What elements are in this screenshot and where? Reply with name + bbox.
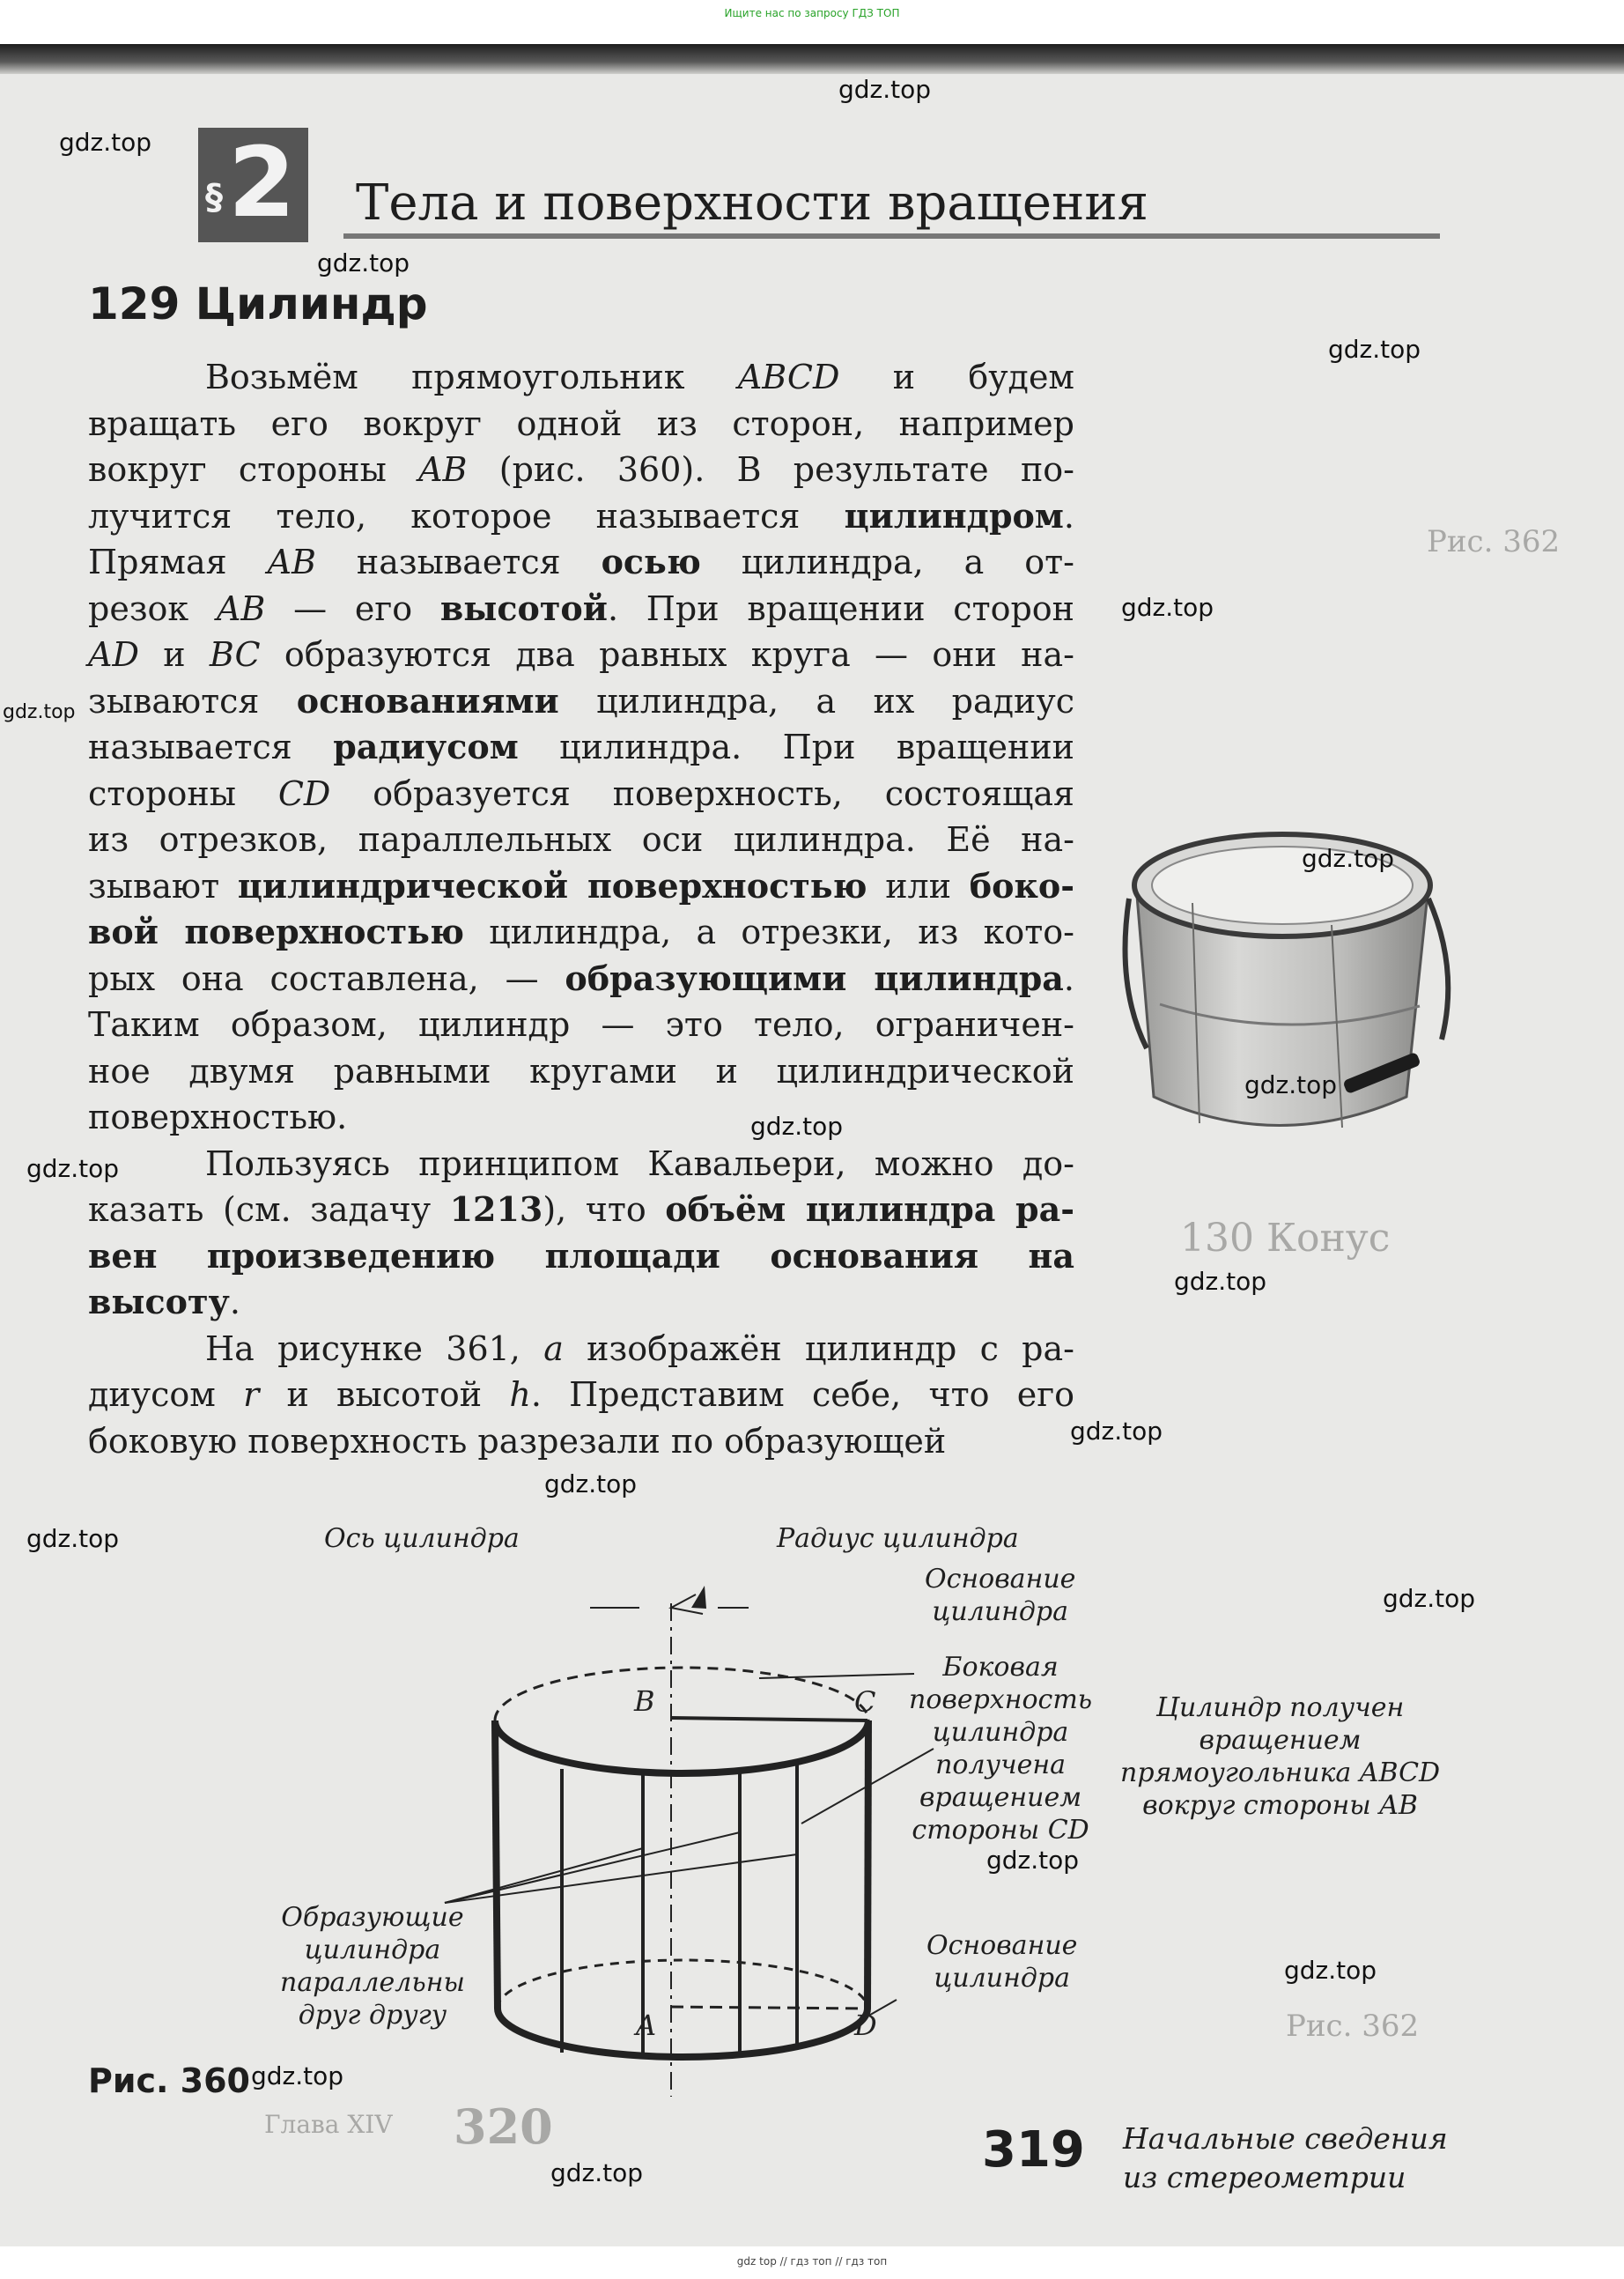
text-run: из отрезков, параллельных оси цилиндра. Её на- [88, 820, 1074, 859]
text-run: зываются [88, 681, 297, 721]
text-run: цилиндра, а от- [700, 543, 1074, 581]
text-run: лучится тело, которое называется [88, 496, 845, 536]
text-line [88, 1326, 1074, 1373]
text-line [88, 1094, 1074, 1141]
topic-heading: 129 Цилиндр [88, 278, 428, 329]
label-line: Боковая [942, 1652, 1059, 1683]
bold-term: основаниями [296, 680, 559, 721]
text-line [88, 401, 1074, 448]
book-page [0, 44, 1624, 2246]
text-line [88, 1187, 1074, 1233]
math-symbol: h [509, 1375, 531, 1414]
text-line [88, 1418, 1074, 1465]
bleed-text: Глава XIV [264, 2110, 393, 2139]
watermark: gdz.top [317, 248, 410, 277]
math-symbol: AB [267, 543, 316, 581]
watermark: gdz.top [59, 128, 152, 157]
top-banner [0, 0, 1624, 44]
text-run: стороны [88, 773, 278, 813]
text-run: ное двумя равными кругами и цилиндрической [88, 1051, 1074, 1091]
text-run: Возьмём прямоугольник [205, 358, 738, 396]
text-run: и [138, 635, 210, 674]
point-b-label: B [634, 1684, 655, 1718]
label-line: друг другу [298, 2000, 447, 2031]
text-line [88, 632, 1074, 678]
text-run: резок [88, 588, 217, 628]
text-run: боковую поверхность разрезали по образующей [88, 1421, 947, 1461]
watermark: gdz.top [750, 1112, 844, 1141]
bleed-text: 130 Конус [1180, 1216, 1391, 1261]
label-line: прямоугольника ABCD [1120, 1757, 1441, 1788]
text-run: Прямая [88, 543, 268, 581]
bold-term: образующими цилиндра [565, 958, 1064, 998]
running-footer [1123, 2120, 1448, 2197]
text-line [88, 1141, 1074, 1188]
text-line [88, 909, 1074, 956]
watermark: gdz.top [251, 2061, 344, 2090]
watermark: gdz.top [1174, 1267, 1267, 1296]
bold-term: вен произведению площади основания на высоту [88, 1235, 1074, 1321]
watermark: gdz.top [26, 1154, 120, 1183]
watermark: gdz.top [1070, 1417, 1163, 1446]
text-run: . Представим себе, что его [530, 1375, 1075, 1414]
watermark: gdz.top [1284, 1956, 1377, 1985]
text-line [88, 1233, 1074, 1326]
label-line: вращением [1199, 1725, 1362, 1756]
text-run: или [867, 866, 970, 906]
text-line [88, 586, 1074, 633]
text-run: называется [315, 543, 602, 581]
text-line [88, 956, 1074, 1003]
text-line [88, 493, 1074, 540]
label-line: поверхность [909, 1684, 1093, 1715]
point-d-label: D [854, 2009, 877, 2042]
label-line: цилиндра [934, 1963, 1070, 1994]
watermark: gdz.top [1302, 844, 1395, 873]
section-badge [198, 128, 308, 242]
text-line [88, 678, 1074, 725]
text-run: цилиндра, а отрезки, из кото- [463, 913, 1074, 951]
bleed-text: Рис. 362 [1427, 524, 1561, 559]
watermark: gdz.top [986, 1846, 1080, 1875]
footer-line: из стереометрии [1123, 2160, 1406, 2194]
label-line: Основание [926, 1930, 1078, 1961]
base-bottom-label [926, 1929, 1077, 1994]
watermark: gdz.top [550, 2158, 644, 2187]
label-line: Образующие [281, 1902, 464, 1933]
text-run: зывают [88, 866, 238, 906]
text-run: называется [88, 728, 334, 766]
watermark: gdz.top [1328, 335, 1421, 364]
text-run: . [229, 1283, 240, 1321]
bold-term: высотой [439, 588, 608, 628]
math-symbol: AD [88, 635, 139, 674]
watermark: gdz.top [1383, 1584, 1476, 1613]
label-line: цилиндра [932, 1717, 1069, 1748]
label-line: Цилиндр получен [1155, 1692, 1405, 1723]
page-edge-shadow [0, 44, 1624, 74]
text-run: цилиндра. При вращении [518, 728, 1074, 766]
text-run: казать (см. задачу [88, 1190, 450, 1229]
label-line: стороны CD [912, 1815, 1089, 1846]
watermark: gdz.top [26, 1524, 120, 1553]
math-symbol: r [243, 1375, 260, 1414]
section-number: 2 [228, 126, 296, 239]
label-line: получена [935, 1750, 1067, 1780]
rotation-note [1120, 1691, 1440, 1822]
footer-line: Начальные сведения [1123, 2121, 1448, 2156]
text-line [88, 724, 1074, 771]
text-line [88, 354, 1074, 401]
math-symbol: AB [418, 450, 468, 489]
label-line: Основание [925, 1564, 1076, 1595]
bold-term: вой поверхностью [88, 912, 464, 951]
math-symbol: BC [209, 635, 261, 674]
label-line: параллельны [280, 1967, 465, 1998]
text-run: . [1063, 958, 1074, 998]
text-line [88, 817, 1074, 863]
text-run: рых она составлена, — [88, 958, 565, 998]
text-line [88, 1002, 1074, 1048]
text-run: Таким образом, цилиндр — это тело, ограничен- [88, 1005, 1074, 1044]
bold-term: осью [601, 542, 701, 581]
text-run: . При вращении сторон [607, 588, 1075, 628]
math-symbol: а [543, 1328, 564, 1368]
math-symbol: ABCD [737, 358, 840, 396]
section-title: Тела и поверхности вращения [356, 174, 1148, 232]
math-symbol: AB [216, 588, 266, 628]
bold-term: 1213 [449, 1189, 543, 1229]
text-run: образуется поверхность, состоящая [330, 773, 1074, 813]
bold-term: объём цилиндра ра- [665, 1189, 1074, 1229]
radius-label: Радиус цилиндра [777, 1523, 1019, 1554]
watermark: gdz.top [544, 1469, 638, 1498]
label-line: цилиндра [304, 1935, 441, 1965]
text-run: — его [265, 588, 440, 628]
text-line [88, 447, 1074, 493]
text-run: . [1063, 496, 1074, 536]
text-run: цилиндра, а их радиус [558, 681, 1074, 721]
page-number: 319 [982, 2121, 1085, 2179]
text-line [88, 863, 1074, 910]
text-line [88, 539, 1074, 586]
bold-term: цилиндром [844, 495, 1064, 536]
point-a-label: A [636, 2009, 657, 2042]
point-c-label: C [854, 1685, 876, 1719]
watermark: gdz.top [1121, 593, 1214, 622]
text-line [88, 1372, 1074, 1418]
text-run: диусом [88, 1375, 244, 1414]
bleed-text: 320 [454, 2098, 553, 2155]
watermark: gdz.top [3, 701, 76, 723]
bold-term: цилиндрической поверхностью [237, 865, 867, 906]
watermark: gdz.top [838, 75, 932, 104]
bucket-photo [1111, 802, 1459, 1172]
section-rule [343, 233, 1440, 239]
top-note: Ищите нас по запросу ГДЗ ТОП [724, 7, 900, 19]
label-line: вращением [919, 1782, 1082, 1813]
text-run: ), что [543, 1190, 666, 1229]
text-line [88, 771, 1074, 818]
text-line [88, 1048, 1074, 1095]
watermark: gdz.top [1244, 1070, 1338, 1099]
text-run: и высотой [259, 1375, 510, 1414]
text-run: образуются два равных круга — они на- [260, 635, 1074, 674]
body-text [88, 354, 1074, 1464]
bleed-text: Рис. 362 [1286, 2009, 1420, 2044]
label-line: вокруг стороны AB [1142, 1790, 1418, 1821]
text-run: Пользуясь принципом Кавальери, можно до- [205, 1143, 1074, 1183]
text-run: (рис. 360). В результате по- [467, 450, 1074, 489]
label-line: цилиндра [932, 1596, 1068, 1627]
text-run: и будем [839, 358, 1074, 396]
lateral-surface-label [909, 1651, 1092, 1846]
bold-term: боко- [969, 865, 1075, 906]
text-run: вокруг стороны [88, 450, 419, 489]
base-top-label [925, 1563, 1075, 1628]
math-symbol: CD [277, 773, 331, 813]
text-run: На рисунке 361, [205, 1328, 544, 1368]
text-run: изображён цилиндр с ра- [563, 1328, 1075, 1368]
text-run: поверхностью. [88, 1098, 348, 1136]
bold-term: радиусом [333, 727, 519, 766]
section-sign: § [205, 177, 223, 218]
figure-caption: Рис. 360 [88, 2061, 250, 2100]
text-run: вращать его вокруг одной из сторон, например [88, 403, 1074, 443]
generators-label [280, 1901, 465, 2031]
axis-label: Ось цилиндра [324, 1523, 520, 1554]
bottom-note: gdz top // гдз топ // гдз топ [736, 2255, 888, 2268]
